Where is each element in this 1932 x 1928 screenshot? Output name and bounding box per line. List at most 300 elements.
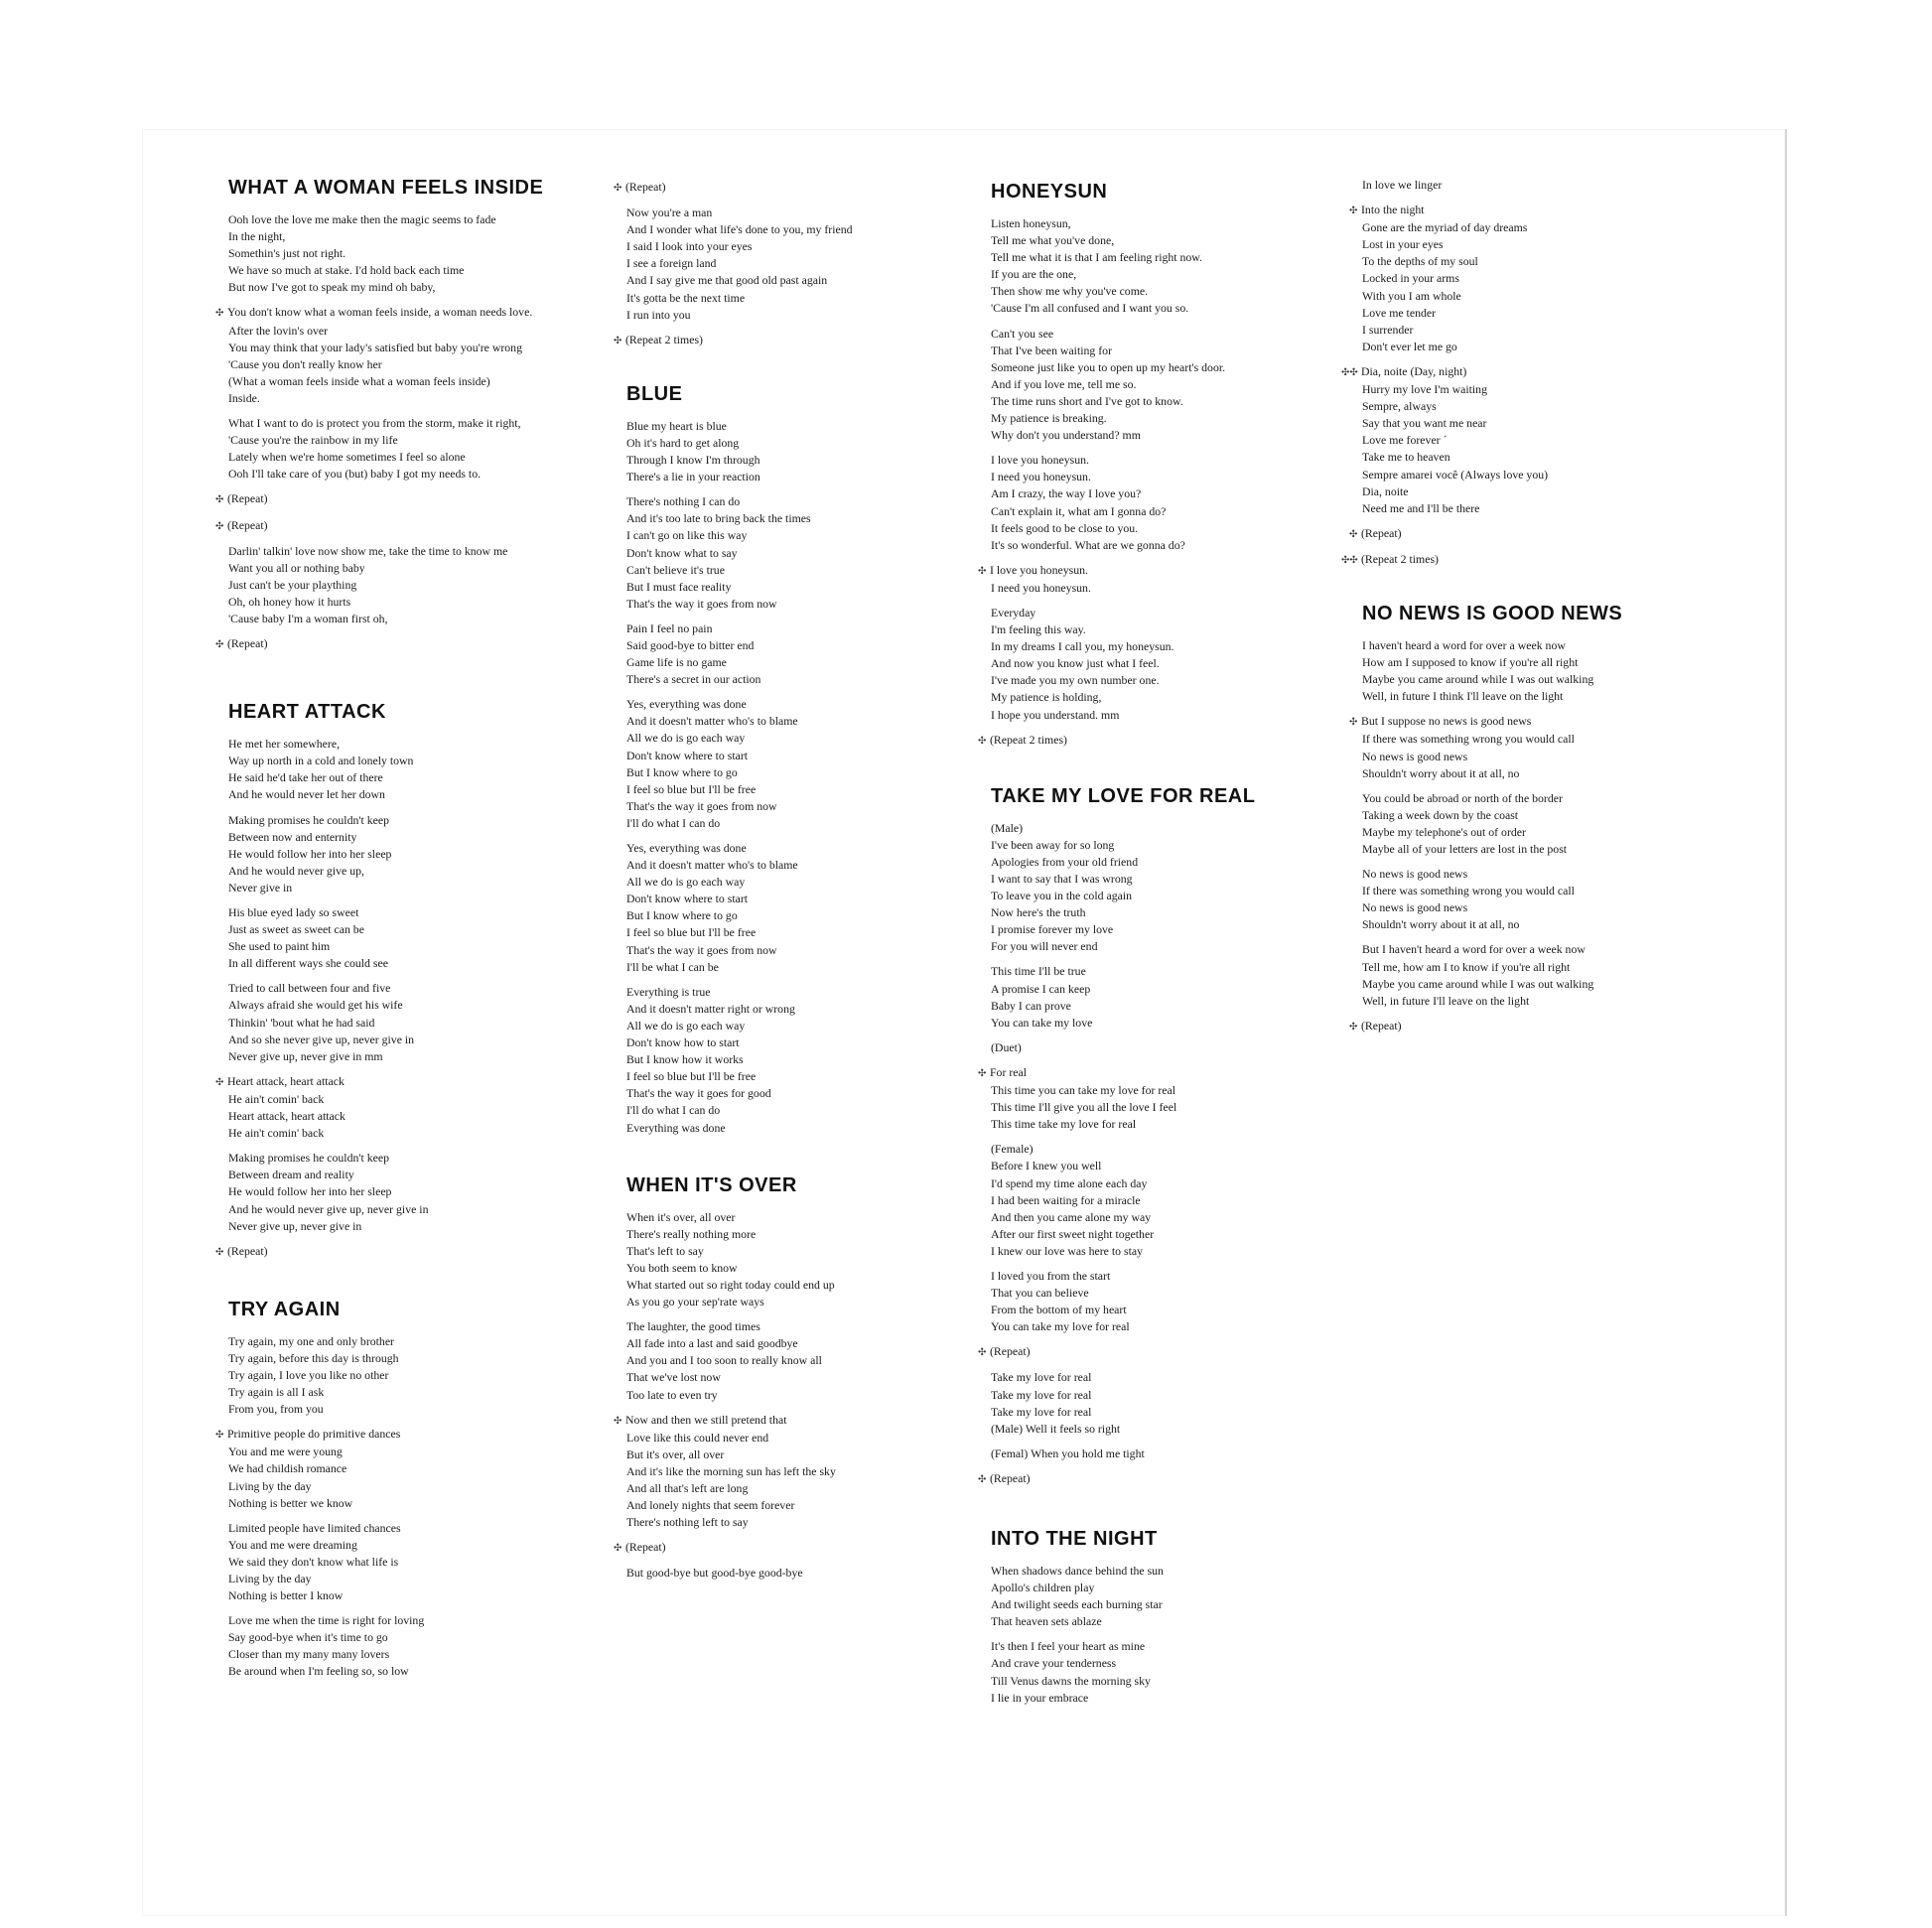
lyric-text: You don't know what a woman feels inside, a woman needs love. [227,305,533,320]
lyric-line [1362,866,1622,883]
song-title: TRY AGAIN [228,1298,341,1320]
stanza [1341,363,1622,517]
song [215,177,544,653]
lyric-line [626,891,853,907]
lyric-text: I want to say that I was wrong [991,872,1133,886]
lyric-text: Lately when we're home sometimes I feel so alone [228,450,466,465]
lyric-text: Say good-bye when it's time to go [228,1630,388,1645]
song [626,383,853,1137]
lyric-line [626,1209,853,1226]
lyric-text: Never give up, never give in [228,1218,362,1233]
lyric-line [626,435,853,452]
lyric-line [1362,899,1622,916]
lyric-line [626,857,853,874]
lyric-line [215,304,543,322]
lyric-line [228,1460,543,1477]
stanza [1362,790,1622,858]
lyric-text: Tell me what you've done, [991,233,1115,248]
chorus-marker: ✣ [614,1543,622,1555]
lyric-line [228,1015,543,1032]
lyric-text: After the lovin's over [228,323,329,338]
lyric-text: Everyday [991,605,1036,620]
lyric-line [1362,824,1622,841]
lyric-line [991,1369,1255,1386]
song-title: NO NEWS IS GOOD NEWS [1362,602,1623,624]
lyric-text: Never give in [228,880,293,895]
lyric-line [626,815,853,832]
lyric-text: I'll do what I can do [626,815,721,830]
lyric-text: Lost in your eyes [1362,237,1444,252]
stanza [1362,177,1622,194]
lyric-line [228,938,543,955]
lyric-text: But I know where to go [626,908,738,923]
lyric-line [991,1015,1255,1032]
lyric-line [626,1369,853,1386]
lyric-sheet [142,129,1787,1916]
lyric-text: Limited people have limited chances [228,1520,401,1535]
lyric-text: We had childish romance [228,1461,347,1476]
lyric-line [614,332,853,349]
lyric-line [228,1108,543,1125]
song [1341,177,1622,569]
lyric-line [228,1554,543,1571]
lyric-line [991,672,1255,689]
lyric-text: I need you honeysun. [991,580,1091,595]
lyric-line [991,1158,1255,1174]
lyric-text: Locked in your arms [1362,271,1459,286]
lyric-text: Yes, everything was done [626,697,747,712]
stanza [978,732,1255,750]
lyric-line [626,290,853,307]
stanza [215,490,543,508]
lyric-line [991,266,1255,283]
lyric-text: I've made you my own number one. [991,673,1160,688]
lyric-text: I had been waiting for a miracle [991,1192,1141,1207]
lyric-text: When shadows dance behind the sun [991,1564,1164,1578]
lyric-text: Am I crazy, the way I love you? [991,486,1142,501]
lyric-line [626,1068,853,1085]
lyric-line [228,980,543,997]
lyric-text: Before I knew you well [991,1159,1102,1173]
lyric-text: 'Cause I'm all confused and I want you so. [991,301,1189,316]
lyric-line [626,238,853,255]
lyric-line [626,781,853,798]
lyric-text: But now I've got to speak my mind oh baby, [228,280,436,295]
lyric-line [978,732,1255,750]
lyric-line [228,466,543,482]
lyric-line [991,393,1255,410]
lyric-line [626,764,853,781]
chorus-marker: ✣ [1349,528,1358,540]
lyric-line [991,689,1255,706]
stanza [215,1426,543,1511]
stanza [1349,1018,1622,1035]
lyric-text: And crave your tenderness [991,1656,1117,1671]
lyric-line [991,1302,1255,1318]
lyric-text: But I know how it works [626,1052,744,1067]
lyric-text: I love you honeysun. [991,453,1089,468]
lyric-text: Take my love for real [991,1370,1092,1385]
stanza [626,840,853,976]
lyric-text: You could be abroad or north of the border [1362,790,1563,805]
lyric-text: Dia, noite (Day, night) [1361,363,1467,378]
lyric-line [1362,288,1622,305]
lyric-text: And it doesn't matter who's to blame [626,858,798,873]
lyric-text: For real [990,1064,1028,1079]
lyric-text: Try again, before this day is through [228,1350,399,1365]
lyric-text: All we do is go each way [626,875,746,890]
lyric-text: Tell me what it is that I am feeling right now. [991,250,1202,265]
lyric-text: There's really nothing more [626,1226,757,1241]
lyric-text: Oh it's hard to get along [626,435,740,450]
lyric-line [991,1099,1255,1116]
lyric-line [991,1563,1255,1580]
lyric-text: I see a foreign land [626,256,717,271]
lyric-text: (Female) [991,1142,1034,1157]
lyric-line [991,427,1255,444]
chorus-marker: ✣✣ [1341,554,1358,566]
lyric-line [1362,807,1622,824]
lyric-line [991,485,1255,502]
lyric-text: (Male) Well it feels so right [991,1421,1121,1436]
lyric-line [626,1387,853,1404]
lyric-text: I feel so blue but I'll be free [626,1069,757,1084]
lyric-line [228,279,543,296]
lyric-text: But good-bye but good-bye good-bye [626,1566,803,1581]
lyric-text: (Duet) [991,1039,1022,1054]
lyric-line [228,880,543,896]
lyric-line [228,1478,543,1495]
lyric-text: (Repeat) [990,1470,1031,1485]
lyric-text: Take me to heaven [1362,450,1450,465]
chorus-marker: ✣ [215,1430,224,1442]
lyric-line [626,942,853,959]
lyric-line [1362,916,1622,933]
lyric-line [991,1387,1255,1404]
stanza [1349,525,1622,543]
lyric-line [228,390,543,407]
lyric-text: I said I look into your eyes [626,239,753,254]
lyric-text: You can take my love for real [991,1319,1130,1334]
lyric-text: (What a woman feels inside what a woman feels inside) [228,373,490,388]
lyric-line [991,1580,1255,1596]
lyric-line [626,984,853,1001]
lyric-text: Ooh I'll take care of you (but) baby I got my needs to. [228,467,482,482]
lyric-text: Tell me, how am I to know if you're all right [1362,959,1571,974]
lyric-text: Thinkin' 'bout what he had said [228,1015,375,1030]
lyric-text: Somethin's just not right. [228,246,346,261]
lyric-text: Blue my heart is blue [626,418,727,433]
lyric-text: I promise forever my love [991,922,1114,937]
lyric-line [991,359,1255,376]
lyric-text: I love you honeysun. [990,562,1088,577]
lyric-line [991,1673,1255,1690]
lyric-line [991,1141,1255,1158]
lyric-line [626,1294,853,1310]
lyric-text: Maybe my telephone's out of order [1362,824,1526,839]
stanza [991,1369,1255,1437]
lyric-line [228,560,543,577]
chorus-marker: ✣ [215,639,224,651]
lyric-line [626,1446,853,1463]
lyric-text: 'Cause baby I'm a woman first oh, [228,611,388,625]
song-title: TAKE MY LOVE FOR REAL [991,784,1256,807]
song [215,1298,543,1681]
stanza [1349,713,1622,781]
lyric-line [626,924,853,941]
lyric-text: I'd spend my time alone each day [991,1175,1148,1190]
lyric-line [228,1612,543,1629]
stanza [215,304,543,407]
lyric-text: Listen honeysun, [991,216,1071,230]
lyric-line [626,637,853,654]
lyric-text: In the night, [228,229,286,244]
lyric-line [626,1034,853,1051]
lyric-text: From you, from you [228,1402,324,1417]
lyric-text: (Repeat) [1361,525,1402,540]
lyric-line [991,921,1255,938]
stanza [991,1563,1255,1630]
lyric-text: And now you know just what I feel. [991,656,1160,671]
lyric-text: His blue eyed lady so sweet [228,905,359,919]
stanza [626,1209,853,1311]
lyric-line [1362,749,1622,765]
lyric-line [626,272,853,289]
lyric-text: He ain't comin' back [228,1126,325,1141]
chorus-marker: ✣ [614,183,622,194]
lyric-line [228,228,543,245]
lyric-text: (Repeat) [990,1344,1031,1359]
lyric-text: (Repeat) [227,1243,268,1258]
lyric-line [228,1048,543,1065]
stanza [991,963,1255,1031]
lyric-line [626,620,853,637]
stanza [626,493,853,613]
lyric-line [991,1285,1255,1302]
lyric-line [626,1480,853,1497]
lyric-line [991,1613,1255,1630]
lyric-line [1362,993,1622,1010]
song-title: HEART ATTACK [228,701,386,724]
lyric-line [991,938,1255,955]
lyric-line [991,998,1255,1015]
lyric-line [228,1183,543,1200]
lyric-line [626,1430,853,1446]
lyric-line [626,654,853,671]
lyric-text: But I know where to go [626,764,738,779]
lyric-line [991,1404,1255,1421]
lyric-line [991,343,1255,359]
lyric-line [228,611,543,627]
lyric-text: My patience is holding, [991,690,1102,705]
lyric-line [228,1167,543,1183]
lyric-text: Then show me why you've come. [991,284,1149,299]
lyric-text: I'm feeling this way. [991,622,1086,637]
lyric-text: And it doesn't matter who's to blame [626,714,798,729]
song [978,181,1255,750]
lyric-text: Sempre amarei você (Always love you) [1362,467,1549,482]
lyric-text: It's gotta be the next time [626,290,746,305]
lyric-line [991,837,1255,854]
lyric-line [626,730,853,747]
lyric-text: And you and I too soon to really know all [626,1353,822,1368]
stanza [978,1064,1255,1133]
lyric-line [1362,339,1622,355]
lyric-line [991,1226,1255,1243]
lyric-text: Apollo's children play [991,1581,1095,1595]
lyric-line [228,997,543,1014]
lyric-line [991,469,1255,485]
lyric-line [228,1032,543,1048]
stanza [1349,202,1622,355]
lyric-line [228,577,543,594]
lyric-line [228,1350,543,1367]
lyric-line [228,1495,543,1512]
chorus-marker: ✣ [978,1067,987,1079]
lyric-line [991,605,1255,621]
lyric-text: No news is good news [1362,867,1468,882]
lyric-text: Take my love for real [991,1387,1092,1402]
lyric-text: I loved you from the start [991,1268,1111,1283]
lyric-line [991,1243,1255,1260]
lyric-text: I'll do what I can do [626,1103,721,1118]
lyric-text: She used to paint him [228,939,331,954]
lyric-text: He met her somewhere, [228,737,341,752]
lyric-line [626,1318,853,1335]
lyric-line [228,356,543,373]
lyric-line [1362,765,1622,782]
lyric-text: That I've been waiting for [991,343,1113,357]
song-title: BLUE [626,382,683,405]
lyric-line [228,955,543,972]
lyric-text: Just as sweet as sweet can be [228,922,364,937]
lyric-text: Pain I feel no pain [626,620,713,635]
lyric-text: Taking a week down by the coast [1362,807,1519,822]
lyric-text: And then you came alone my way [991,1209,1152,1224]
lyric-line [228,543,543,560]
lyric-text: Hurry my love I'm waiting [1362,382,1487,397]
stanza [978,1470,1255,1488]
lyric-text: That we've lost now [626,1370,721,1385]
lyric-line [626,418,853,435]
lyric-line [215,490,543,508]
stanza [991,1268,1255,1335]
lyric-text: I haven't heard a word for over a week now [1362,637,1566,652]
stanza [614,1412,853,1532]
chorus-marker: ✣ [978,565,987,577]
lyric-text: (Repeat) [625,180,666,194]
lyric-text: Well, in future I think I'll leave on the light [1362,689,1564,704]
lyric-line [228,1663,543,1680]
lyric-line [991,981,1255,998]
lyric-line [978,1343,1255,1361]
lyric-line [626,748,853,764]
lyric-line [991,1192,1255,1209]
lyric-line [228,921,543,938]
lyric-line [1362,976,1622,993]
stanza [1362,637,1622,705]
lyric-line [626,562,853,579]
lyric-text: Always afraid she would get his wife [228,998,403,1013]
lyric-text: We said they don't know what life is [228,1554,399,1569]
lyric-line [991,215,1255,232]
lyric-text: I lie in your embrace [991,1690,1089,1705]
lyric-text: Why don't you understand? mm [991,428,1141,443]
lyric-text: There's a secret in our action [626,672,761,687]
lyric-text: That's the way it goes from now [626,798,777,813]
lyric-text: (Repeat) [625,1540,666,1555]
song [1349,602,1623,1035]
lyric-line [626,713,853,730]
song [614,179,853,349]
lyric-line [1341,551,1622,569]
lyric-text: If there was something wrong you would call [1362,732,1575,747]
stanza [991,1141,1255,1260]
stanza [991,452,1255,554]
lyric-text: Into the night [1361,203,1425,217]
stanza [626,984,853,1137]
stanza [1362,866,1622,933]
lyric-line [228,340,543,356]
lyric-text: Gone are the myriad of day dreams [1362,220,1528,235]
lyric-text: And I say give me that good old past again [626,273,828,288]
lyric-line [991,1039,1255,1056]
lyric-line [991,1082,1255,1099]
lyric-line [626,255,853,272]
lyric-line [626,671,853,688]
lyric-line [626,469,853,485]
lyric-text: Maybe all of your letters are lost in the post [1362,842,1568,856]
lyric-text: Everything is true [626,984,711,999]
lyric-text: Baby I can prove [991,998,1071,1013]
lyric-line [991,326,1255,343]
lyric-line [1341,363,1622,381]
lyric-line [228,449,543,466]
lyric-text: Primitive people do primitive dances [227,1427,401,1442]
lyric-text: Dia, noite [1362,483,1409,498]
lyric-text: Just can't be your plaything [228,577,357,592]
lyric-text: (Repeat) [227,517,268,532]
lyric-line [991,300,1255,317]
lyric-text: And twilight seeds each burning star [991,1597,1163,1612]
lyric-text: Now and then we still pretend that [625,1412,787,1427]
lyric-text: No news is good news [1362,900,1468,915]
lyric-text: You and me were dreaming [228,1537,357,1552]
lyric-text: What started out so right today could end up [626,1277,835,1292]
lyric-text: Sempre, always [1362,399,1437,414]
lyric-text: Yes, everything was done [626,841,747,855]
stanza [626,205,853,324]
lyric-line [626,510,853,527]
stanza [626,1565,853,1582]
lyric-line [215,1243,543,1261]
lyric-text: That's the way it goes from now [626,942,777,957]
lyric-text: He ain't comin' back [228,1091,325,1106]
lyric-text: And lonely nights that seem forever [626,1498,795,1513]
lyric-line [1362,790,1622,807]
lyric-text: We have so much at stake. I'd hold back each time [228,263,465,278]
lyric-text: You both seem to know [626,1260,738,1275]
lyric-text: There's nothing I can do [626,494,741,509]
lyric-line [215,1073,543,1091]
lyric-line [228,1520,543,1537]
lyric-line [228,415,543,432]
stanza [215,635,543,653]
stanza [228,1333,543,1418]
lyric-line [991,904,1255,921]
lyric-text: Heart attack, heart attack [228,1109,345,1124]
lyric-text: Heart attack, heart attack [227,1073,345,1088]
